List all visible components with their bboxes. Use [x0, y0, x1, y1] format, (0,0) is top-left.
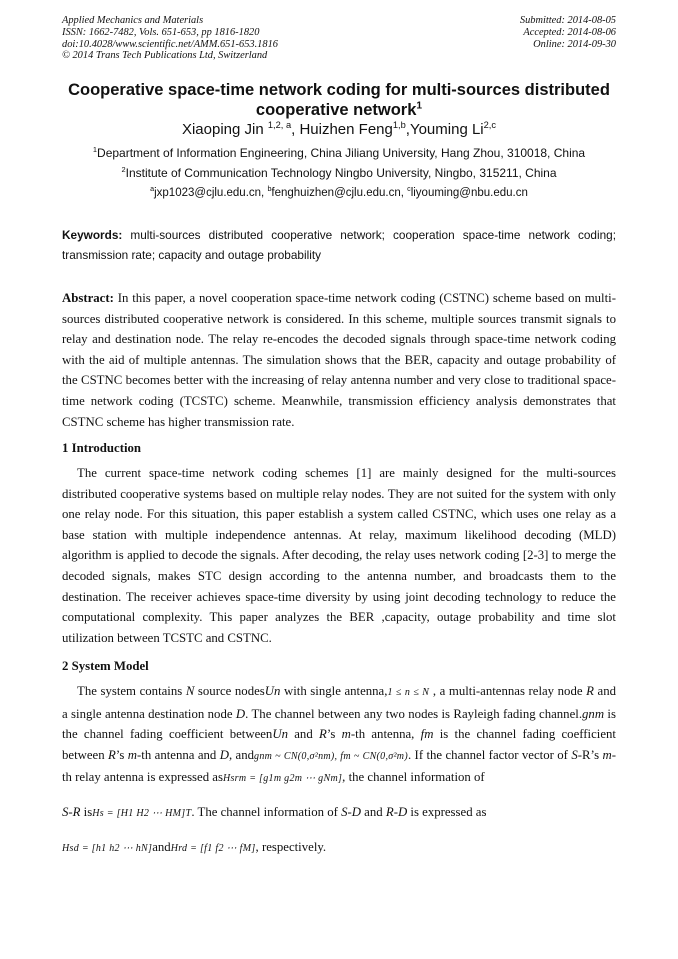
text: source nodes	[194, 684, 265, 698]
text: is expressed as	[407, 804, 487, 819]
var-sr: S-R	[62, 804, 81, 819]
text: with single antenna,	[280, 684, 388, 698]
var-m: m	[127, 747, 138, 762]
online-date: Online: 2014-09-30	[533, 38, 616, 50]
var-sd: S-D	[341, 804, 361, 819]
text: and	[360, 804, 386, 819]
email-2-sup: b	[267, 185, 272, 194]
author-2-sup: 1,b	[392, 120, 406, 130]
journal-info	[62, 15, 278, 62]
copyright: © 2014 Trans Tech Publications Ltd, Switzerland	[62, 50, 268, 62]
section-1-heading: 1 Introduction	[62, 441, 142, 455]
author-2: , Huizhen Feng	[291, 121, 393, 138]
affiliation-2	[20, 166, 658, 181]
text: and	[287, 727, 319, 742]
author-list	[20, 121, 658, 139]
text: The system contains	[77, 684, 186, 698]
email-3: liyouming@nbu.edu.cn	[410, 187, 528, 199]
var-d: D	[235, 706, 246, 721]
var-fm: fm	[420, 727, 434, 742]
text: is	[80, 804, 93, 819]
abstract-text: In this paper, a novel cooperation space-time network coding (CSTNC) scheme based on multi-sources distributed cooperative network is considered. In this scheme, multiple sources transmit signals to relay and destination node. The relay re-encodes the decoded signals through space-time network coding with the aid of multiple antennas. The simulation shows that the BER, capacity and outage probability of the CSTNC becomes better with the increasing of relay antenna number and very close to traditional space-time network coding (TCSTC) scheme. Meanwhile, transmission efficiency analysis demonstrates that CSTNC scheme has higher transmission rate.	[62, 291, 616, 429]
var-d: D	[219, 747, 229, 762]
spacer	[62, 825, 616, 837]
author-1: Xiaoping Jin	[181, 121, 268, 138]
author-1-sup: 1,2, a	[267, 120, 292, 130]
author-3-sup: 2,c	[483, 120, 497, 130]
math-range: 1 ≤ n ≤ N	[387, 687, 430, 698]
spacer	[62, 790, 616, 802]
text: , respectively.	[255, 839, 327, 854]
var-m: m	[602, 747, 612, 762]
doi: doi:10.4028/www.scientific.net/AMM.651-653.1816	[62, 38, 278, 50]
accepted-date: Accepted: 2014-08-06	[523, 26, 616, 38]
text: , and	[228, 747, 255, 762]
var-s: S	[571, 747, 578, 762]
math-hrd: Hrd = [f1 f2 ⋯ fM]	[170, 842, 256, 854]
author-3: ,Youming Li	[405, 121, 484, 138]
keywords-label: Keywords:	[62, 228, 123, 242]
text: -th antenna,	[350, 727, 421, 742]
text: . The channel between any two nodes is Rayleigh fading channel.	[245, 706, 583, 721]
text: , a multi-antennas relay node	[429, 684, 587, 698]
text: ’s	[326, 727, 342, 742]
var-un: Un	[264, 684, 281, 698]
aff1-text: Department of Information Engineering, China Jiliang University, Hang Zhou, 310018, China	[97, 146, 586, 160]
var-m: m	[341, 727, 351, 742]
var-gnm: gnm	[582, 706, 605, 721]
publication-dates	[520, 15, 616, 50]
text: , the channel information of	[342, 770, 485, 785]
math-hsd: Hsd = [h1 h2 ⋯ hN]	[62, 842, 153, 854]
issn: ISSN: 1662-7482, Vols. 651-653, pp 1816-1820	[62, 26, 260, 38]
email-2: fenghuizhen@cjlu.edu.cn,	[271, 187, 408, 199]
math-distribution: gnm ~ CN(0,σ²nm), fm ~ CN(0,σ²m)	[254, 750, 408, 762]
aff2-sup: 2	[121, 165, 126, 174]
text: is the channel fading coefficient between	[62, 706, 616, 742]
title-footnote: 1	[416, 100, 423, 112]
affiliation-1	[20, 146, 658, 161]
text: -th antenna and	[137, 747, 220, 762]
text: -th relay antenna is expressed as	[62, 747, 616, 785]
text: . If the channel factor vector of	[407, 747, 572, 762]
abstract	[62, 288, 616, 432]
math-hsr: Hsrm = [g1m g2m ⋯ gNm]	[222, 773, 343, 785]
var-n: N	[185, 684, 195, 698]
section-2-heading: 2 System Model	[62, 659, 149, 673]
title-line-1: Cooperative space-time network coding for multi-sources distributed	[68, 81, 610, 99]
email-3-sup: c	[407, 185, 411, 194]
author-emails	[20, 186, 658, 201]
paper-title	[40, 80, 638, 120]
math-hs: Hs = [H1 H2 ⋯ HM]T	[92, 807, 192, 819]
text: ’s	[115, 747, 128, 762]
journal-name: Applied Mechanics and Materials	[62, 15, 204, 26]
text: is the channel fading coefficient between	[62, 727, 616, 762]
var-rd: R-D	[385, 804, 408, 819]
section-2-body	[62, 681, 616, 859]
abstract-label: Abstract:	[62, 291, 114, 305]
var-r: R	[108, 747, 116, 762]
email-1: jxp1023@cjlu.edu.cn,	[154, 187, 268, 199]
var-un: Un	[272, 727, 288, 742]
keywords	[62, 226, 616, 265]
aff2-text: Institute of Communication Technology Ningbo University, Ningbo, 315211, China	[125, 166, 557, 180]
text: and a single antenna destination node	[62, 684, 616, 721]
aff1-sup: 1	[92, 145, 98, 154]
keywords-text: multi-sources distributed cooperative network; cooperation space-time network coding; transmission rate; capacity and outage probability	[62, 228, 616, 262]
text: . The channel information of	[191, 804, 342, 819]
email-1-sup: a	[150, 185, 155, 194]
text: -R’s	[577, 747, 603, 762]
submitted-date: Submitted: 2014-08-05	[519, 15, 616, 26]
title-text: cooperative network	[255, 101, 417, 119]
text: and	[152, 839, 171, 854]
title-line-2	[40, 100, 638, 120]
section-1-body: The current space-time network coding schemes [1] are mainly designed for the multi-sources distributed cooperative systems based on multiple relay nodes. They are not suited for the system with only one relay node. For this situation, this paper establish a system called CSTNC, which uses one relay as a base station with multiple independence antennas. At relay, maximum likelihood decoding (MLD) algorithm is applied to decode the signals. After decoding, the relay uses network coding [2-3] to merge the decoded signals, makes STC design according to the antenna number, and broadcasts them to the destination. The receiver achieves space-time diversity by using joint decoding technology to reduce the computational complexity. This paper analyzes the BER ,capacity, outage probability and time slot utilization between TCSTC and CSTNC.	[62, 466, 616, 645]
var-r: R	[586, 684, 594, 698]
var-r: R	[319, 727, 327, 742]
